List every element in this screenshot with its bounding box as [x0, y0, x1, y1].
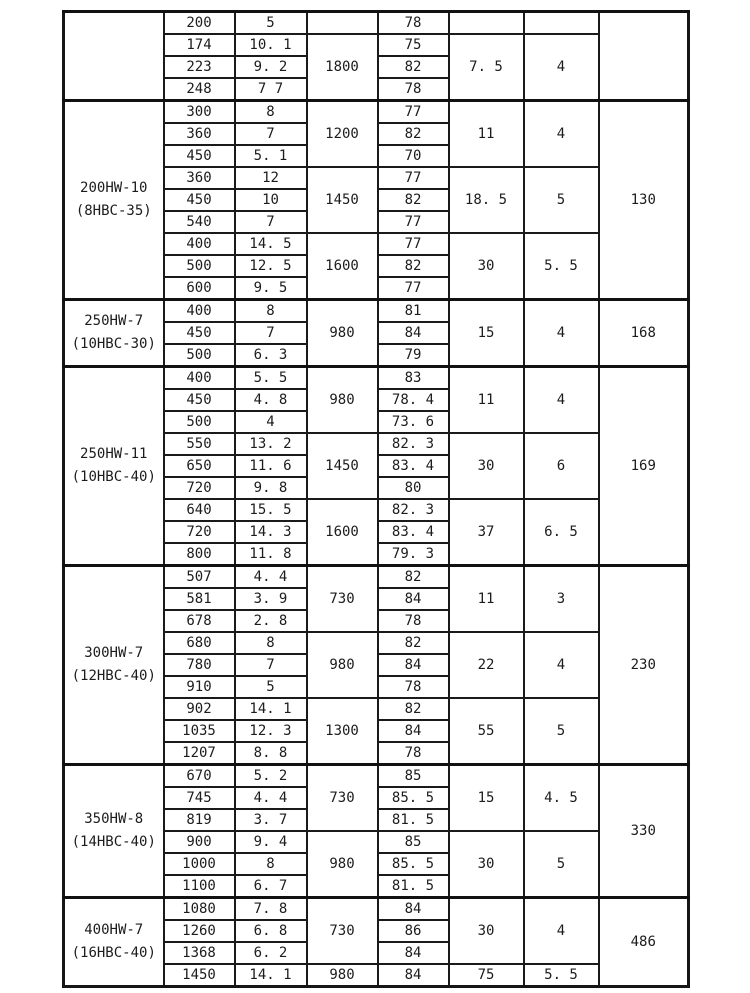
suction-cell: 4	[524, 101, 599, 168]
model-name: 300HW-7	[84, 645, 144, 661]
efficiency-cell: 84	[378, 322, 449, 344]
flow-cell: 450	[164, 389, 235, 411]
flow-cell: 400	[164, 367, 235, 390]
efficiency-cell: 78	[378, 742, 449, 765]
weight-cell: 130	[599, 101, 689, 300]
suction-cell: 5. 5	[524, 233, 599, 300]
speed-cell: 1450	[307, 433, 378, 499]
power-cell: 30	[449, 898, 524, 965]
suction-cell: 4	[524, 898, 599, 965]
suction-cell: 5	[524, 167, 599, 233]
model-code: (10HBC-40)	[71, 469, 156, 485]
efficiency-cell: 80	[378, 477, 449, 499]
head-cell: 13. 2	[235, 433, 307, 455]
power-cell: 15	[449, 300, 524, 367]
speed-cell: 980	[307, 367, 378, 434]
head-cell: 10. 1	[235, 34, 307, 56]
flow-cell: 720	[164, 521, 235, 543]
efficiency-cell: 78	[378, 12, 449, 35]
model-cell	[64, 566, 164, 765]
power-cell: 37	[449, 499, 524, 566]
flow-cell: 400	[164, 300, 235, 323]
speed-cell: 1450	[307, 167, 378, 233]
head-cell: 5	[235, 12, 307, 35]
head-cell: 7 7	[235, 78, 307, 101]
head-cell: 7. 8	[235, 898, 307, 921]
flow-cell: 902	[164, 698, 235, 720]
efficiency-cell: 85. 5	[378, 787, 449, 809]
efficiency-cell: 78. 4	[378, 389, 449, 411]
efficiency-cell: 82. 3	[378, 433, 449, 455]
power-cell	[449, 12, 524, 35]
flow-cell: 1000	[164, 853, 235, 875]
power-cell: 75	[449, 964, 524, 987]
efficiency-cell: 81. 5	[378, 809, 449, 831]
flow-cell: 550	[164, 433, 235, 455]
head-cell: 4. 4	[235, 566, 307, 589]
power-cell: 18. 5	[449, 167, 524, 233]
flow-cell: 819	[164, 809, 235, 831]
model-cell	[64, 12, 164, 101]
power-cell: 11	[449, 367, 524, 434]
efficiency-cell: 82	[378, 566, 449, 589]
speed-cell: 730	[307, 898, 378, 965]
table-row	[64, 566, 689, 589]
flow-cell: 680	[164, 632, 235, 654]
efficiency-cell: 82	[378, 255, 449, 277]
flow-cell: 223	[164, 56, 235, 78]
efficiency-cell: 75	[378, 34, 449, 56]
suction-cell: 5	[524, 831, 599, 898]
table-row	[64, 12, 689, 35]
flow-cell: 600	[164, 277, 235, 300]
head-cell: 12	[235, 167, 307, 189]
flow-cell: 1080	[164, 898, 235, 921]
flow-cell: 450	[164, 189, 235, 211]
flow-cell: 910	[164, 676, 235, 698]
head-cell: 3. 9	[235, 588, 307, 610]
efficiency-cell: 77	[378, 167, 449, 189]
speed-cell	[307, 12, 378, 35]
flow-cell: 500	[164, 255, 235, 277]
head-cell: 6. 3	[235, 344, 307, 367]
head-cell: 15. 5	[235, 499, 307, 521]
head-cell: 4. 4	[235, 787, 307, 809]
model-code: (8HBC-35)	[75, 203, 152, 219]
model-cell	[64, 898, 164, 987]
efficiency-cell: 84	[378, 964, 449, 987]
suction-cell: 3	[524, 566, 599, 633]
power-cell: 30	[449, 433, 524, 499]
flow-cell: 640	[164, 499, 235, 521]
head-cell: 12. 3	[235, 720, 307, 742]
model-code: (16HBC-40)	[71, 945, 156, 961]
efficiency-cell: 84	[378, 898, 449, 921]
suction-cell: 4. 5	[524, 765, 599, 832]
head-cell: 12. 5	[235, 255, 307, 277]
model-name: 400HW-7	[84, 922, 144, 938]
flow-cell: 248	[164, 78, 235, 101]
flow-cell: 780	[164, 654, 235, 676]
model-cell	[64, 101, 164, 300]
efficiency-cell: 82	[378, 123, 449, 145]
head-cell: 6. 7	[235, 875, 307, 898]
power-cell: 22	[449, 632, 524, 698]
efficiency-cell: 78	[378, 610, 449, 632]
head-cell: 6. 2	[235, 942, 307, 964]
head-cell: 8. 8	[235, 742, 307, 765]
efficiency-cell: 78	[378, 676, 449, 698]
flow-cell: 670	[164, 765, 235, 788]
head-cell: 14. 1	[235, 698, 307, 720]
speed-cell: 980	[307, 831, 378, 898]
head-cell: 7	[235, 322, 307, 344]
suction-cell: 5	[524, 698, 599, 765]
efficiency-cell: 83	[378, 367, 449, 390]
head-cell: 5. 1	[235, 145, 307, 167]
model-name: 200HW-10	[80, 180, 148, 196]
suction-cell	[524, 12, 599, 35]
power-cell: 11	[449, 101, 524, 168]
pump-table-body	[64, 12, 689, 987]
suction-cell: 4	[524, 367, 599, 434]
model-cell	[64, 765, 164, 898]
model-name: 250HW-7	[84, 313, 144, 329]
efficiency-cell: 82. 3	[378, 499, 449, 521]
suction-cell: 5. 5	[524, 964, 599, 987]
model-cell	[64, 367, 164, 566]
power-cell: 30	[449, 831, 524, 898]
flow-cell: 500	[164, 411, 235, 433]
efficiency-cell: 84	[378, 588, 449, 610]
efficiency-cell: 82	[378, 56, 449, 78]
efficiency-cell: 77	[378, 233, 449, 255]
flow-cell: 720	[164, 477, 235, 499]
speed-cell: 980	[307, 300, 378, 367]
efficiency-cell: 78	[378, 78, 449, 101]
flow-cell: 300	[164, 101, 235, 124]
model-cell	[64, 300, 164, 367]
flow-cell: 1450	[164, 964, 235, 987]
head-cell: 8	[235, 101, 307, 124]
head-cell: 8	[235, 853, 307, 875]
flow-cell: 1035	[164, 720, 235, 742]
head-cell: 5	[235, 676, 307, 698]
power-cell: 7. 5	[449, 34, 524, 101]
flow-cell: 360	[164, 123, 235, 145]
efficiency-cell: 81	[378, 300, 449, 323]
efficiency-cell: 70	[378, 145, 449, 167]
head-cell: 6. 8	[235, 920, 307, 942]
efficiency-cell: 85. 5	[378, 853, 449, 875]
suction-cell: 6	[524, 433, 599, 499]
power-cell: 15	[449, 765, 524, 832]
speed-cell: 1600	[307, 499, 378, 566]
flow-cell: 800	[164, 543, 235, 566]
efficiency-cell: 79	[378, 344, 449, 367]
flow-cell: 1207	[164, 742, 235, 765]
model-name: 350HW-8	[84, 811, 144, 827]
speed-cell: 980	[307, 964, 378, 987]
speed-cell: 1600	[307, 233, 378, 300]
speed-cell: 1200	[307, 101, 378, 168]
weight-cell: 169	[599, 367, 689, 566]
model-name: 250HW-11	[80, 446, 148, 462]
suction-cell: 4	[524, 34, 599, 101]
flow-cell: 400	[164, 233, 235, 255]
flow-cell: 745	[164, 787, 235, 809]
head-cell: 5. 5	[235, 367, 307, 390]
head-cell: 9. 2	[235, 56, 307, 78]
suction-cell: 4	[524, 300, 599, 367]
efficiency-cell: 82	[378, 698, 449, 720]
head-cell: 8	[235, 300, 307, 323]
flow-cell: 900	[164, 831, 235, 853]
weight-cell: 486	[599, 898, 689, 987]
flow-cell: 507	[164, 566, 235, 589]
flow-cell: 200	[164, 12, 235, 35]
head-cell: 11. 6	[235, 455, 307, 477]
suction-cell: 4	[524, 632, 599, 698]
efficiency-cell: 85	[378, 831, 449, 853]
table-row	[64, 765, 689, 788]
efficiency-cell: 82	[378, 632, 449, 654]
speed-cell: 730	[307, 765, 378, 832]
head-cell: 14. 5	[235, 233, 307, 255]
power-cell: 11	[449, 566, 524, 633]
power-cell: 55	[449, 698, 524, 765]
flow-cell: 650	[164, 455, 235, 477]
flow-cell: 1260	[164, 920, 235, 942]
table-row	[64, 101, 689, 124]
head-cell: 9. 4	[235, 831, 307, 853]
table-row	[64, 367, 689, 390]
head-cell: 9. 5	[235, 277, 307, 300]
table-row	[64, 300, 689, 323]
speed-cell: 1300	[307, 698, 378, 765]
flow-cell: 500	[164, 344, 235, 367]
head-cell: 7	[235, 211, 307, 233]
table-row	[64, 898, 689, 921]
speed-cell: 730	[307, 566, 378, 633]
flow-cell: 174	[164, 34, 235, 56]
suction-cell: 6. 5	[524, 499, 599, 566]
head-cell: 7	[235, 123, 307, 145]
power-cell: 30	[449, 233, 524, 300]
head-cell: 4. 8	[235, 389, 307, 411]
efficiency-cell: 83. 4	[378, 521, 449, 543]
efficiency-cell: 84	[378, 654, 449, 676]
flow-cell: 540	[164, 211, 235, 233]
head-cell: 4	[235, 411, 307, 433]
efficiency-cell: 73. 6	[378, 411, 449, 433]
efficiency-cell: 77	[378, 277, 449, 300]
efficiency-cell: 82	[378, 189, 449, 211]
efficiency-cell: 84	[378, 720, 449, 742]
head-cell: 10	[235, 189, 307, 211]
weight-cell: 230	[599, 566, 689, 765]
head-cell: 5. 2	[235, 765, 307, 788]
efficiency-cell: 81. 5	[378, 875, 449, 898]
efficiency-cell: 77	[378, 211, 449, 233]
model-code: (10HBC-30)	[71, 336, 156, 352]
efficiency-cell: 84	[378, 942, 449, 964]
pump-spec-table	[62, 10, 690, 988]
model-code: (12HBC-40)	[71, 668, 156, 684]
head-cell: 2. 8	[235, 610, 307, 632]
efficiency-cell: 85	[378, 765, 449, 788]
weight-cell	[599, 12, 689, 101]
flow-cell: 1368	[164, 942, 235, 964]
head-cell: 9. 8	[235, 477, 307, 499]
flow-cell: 581	[164, 588, 235, 610]
model-code: (14HBC-40)	[71, 834, 156, 850]
efficiency-cell: 86	[378, 920, 449, 942]
flow-cell: 1100	[164, 875, 235, 898]
efficiency-cell: 83. 4	[378, 455, 449, 477]
speed-cell: 980	[307, 632, 378, 698]
speed-cell: 1800	[307, 34, 378, 101]
head-cell: 14. 1	[235, 964, 307, 987]
efficiency-cell: 79. 3	[378, 543, 449, 566]
head-cell: 3. 7	[235, 809, 307, 831]
weight-cell: 168	[599, 300, 689, 367]
weight-cell: 330	[599, 765, 689, 898]
head-cell: 11. 8	[235, 543, 307, 566]
flow-cell: 360	[164, 167, 235, 189]
head-cell: 8	[235, 632, 307, 654]
flow-cell: 450	[164, 322, 235, 344]
flow-cell: 450	[164, 145, 235, 167]
head-cell: 7	[235, 654, 307, 676]
efficiency-cell: 77	[378, 101, 449, 124]
flow-cell: 678	[164, 610, 235, 632]
head-cell: 14. 3	[235, 521, 307, 543]
